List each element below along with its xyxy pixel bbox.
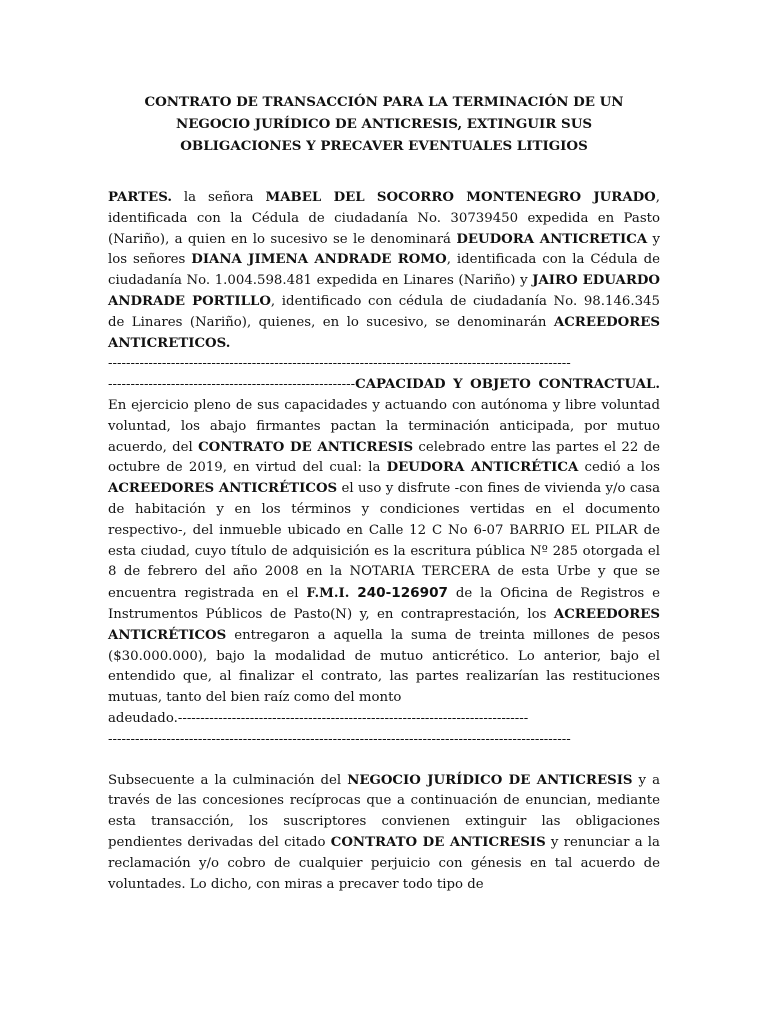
contract-name-2: CONTRATO DE ANTICRESIS — [330, 834, 546, 850]
text-run: adeudado. — [108, 710, 178, 726]
fmi-label: F.M.I. — [306, 586, 350, 602]
text-run: de la Oficina de Registros e Instrumentos Públicos de Pasto(N) y, en contraprestación, los — [108, 586, 660, 622]
document-body — [108, 188, 660, 895]
role-acreedores-2: ACREEDORES ANTICRÉTICOS — [108, 481, 338, 497]
role-deudora: DEUDORA ANTICRETICA — [456, 231, 648, 247]
negocio-juridico: NEGOCIO JURÍDICO DE ANTICRESIS — [347, 772, 633, 788]
party-name-2: DIANA JIMENA ANDRADE ROMO — [191, 252, 447, 268]
text-run: el uso y disfrute -con fines de vivienda y/o casa de habitación y en los términos y condiciones vertidas en el documento respectivo-, del inmueble ubicado en Calle 12 C No 6-07 BARRIO EL PILAR de esta ciudad, cuyo título de adquisición es la escritura pública Nº 285 otorgada el 8 de febrero del año 2008 en la NOTARIA TERCERA de esta Urbe y que se encuentra registrada en el — [108, 481, 660, 602]
text-run: la señora — [171, 190, 266, 205]
title-line-1: CONTRATO DE TRANSACCIÓN PARA LA TERMINACIÓN DE UN — [144, 94, 624, 110]
partes-label: PARTES. — [108, 190, 172, 205]
party-name-1: MABEL DEL SOCORRO MONTENEGRO JURADO — [265, 190, 656, 205]
contract-name-1: CONTRATO DE ANTICRESIS — [198, 439, 414, 455]
text-run: y renunciar a la reclamación y/o cobro de cualquier perjuicio con génesis en tal acuerdo de voluntades. Lo dicho, con miras a precaver todo tipo de — [108, 834, 660, 892]
title-line-2: NEGOCIO JURÍDICO DE ANTICRESIS, EXTINGUIR SUS — [175, 116, 593, 132]
text-run: y los señores — [108, 231, 660, 268]
paragraph-partes — [108, 188, 660, 751]
dash-tail: ------------------------------------------------------------------------------ — [177, 710, 529, 726]
text-run: Subsecuente a la culminación del — [108, 772, 348, 788]
text-run: , identificada con la Cédula de ciudadanía No. 1.004.598.481 expedida en Linares (Nariño) y — [108, 252, 660, 289]
dash-separator: ------------------------------------------------------------------------------------------------------- — [108, 356, 571, 372]
role-deudora-2: DEUDORA ANTICRÉTICA — [386, 460, 579, 476]
document-title — [108, 0, 660, 157]
text-run: , identificada con la Cédula de ciudadanía No. 30739450 expedida en Pasto (Nariño), a quien en lo sucesivo se le denominará — [108, 190, 660, 247]
role-acreedores: ACREEDORES ANTICRETICOS. — [108, 314, 660, 351]
fmi-number: 240-126907 — [357, 585, 449, 602]
paragraph-subsecuente — [108, 771, 660, 896]
dash-lead: ------------------------------------------------------- — [108, 377, 356, 393]
text-run: , identificado con cédula de ciudadanía No. 98.146.345 de Linares (Nariño), quienes, en lo sucesivo, se denominarán — [108, 293, 660, 330]
text-run: y a través de las concesiones recíprocas que a continuación de enuncian, mediante esta transacción, los suscriptores convienen extinguir las obligaciones pendientes derivadas del citado — [108, 772, 660, 850]
title-line-3: OBLIGACIONES Y PRECAVER EVENTUALES LITIGIOS — [180, 138, 588, 154]
adeudado-line — [108, 709, 660, 730]
text-run: En ejercicio pleno de sus capacidades y actuando con autónoma y libre voluntad voluntad, los abajo firmantes pactan la terminación anticipada, por mutuo acuerdo, del — [108, 397, 660, 455]
party-name-3: JAIRO EDUARDO ANDRADE PORTILLO — [108, 273, 660, 309]
role-acreedores-3: ACREEDORES ANTICRÉTICOS — [108, 606, 660, 643]
text-run: celebrado entre las partes el 22 de octubre de 2019, en virtud del cual: la — [108, 439, 660, 476]
capacidad-label: CAPACIDAD Y OBJETO CONTRACTUAL. — [355, 377, 660, 393]
dash-separator-2: ------------------------------------------------------------------------------------------------------- — [108, 731, 571, 747]
text-run: cedió a los — [578, 460, 660, 476]
text-run: entregaron a aquella la suma de treinta millones de pesos ($30.000.000), bajo la modalidad de mutuo anticrético. Lo anterior, bajo el entendido que, al finalizar el contrato, las partes realizarían las restituciones mutuas, tanto del bien raíz como del monto — [108, 627, 660, 706]
